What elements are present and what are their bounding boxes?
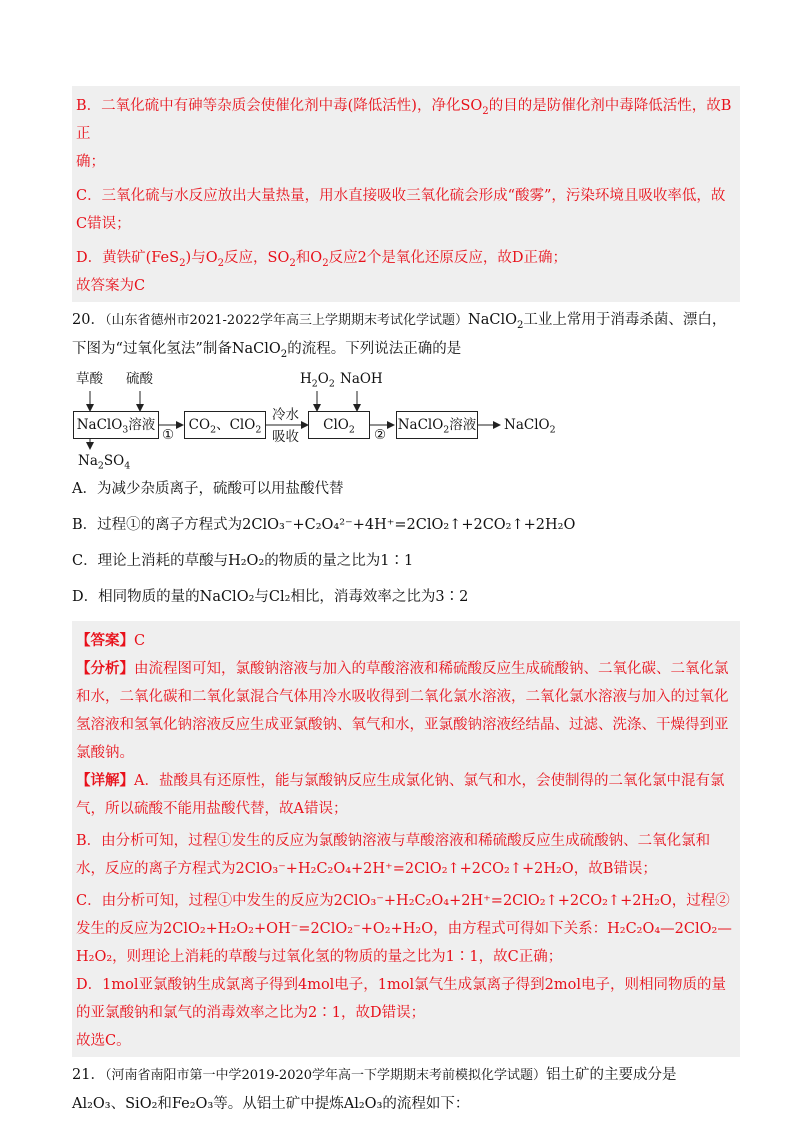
box-naclo2-solution: NaClO$_2$溶液 [396, 411, 478, 439]
byproduct-na2so4: $Na_2SO_4$ [78, 453, 131, 472]
q20-detail-a: 【详解】A．盐酸具有还原性，能与氯酸钠反应生成氯化钠、氯气和水，会使制得的二氧化氯中混有氯气，所以硫酸不能用盐酸代替，故A错误； [76, 772, 725, 817]
input-oxalic-acid: 草酸 [76, 371, 103, 387]
product-naclo2: NaClO$_2$ [504, 417, 556, 436]
q20-option-b: B．过程①的离子方程式为2ClO₃⁻+C₂O₄²⁻+4H⁺=2ClO₂↑+2CO₂↑+2H₂O [72, 517, 576, 533]
step-2-label: ② [374, 427, 387, 443]
document-page [72, 86, 740, 1118]
q20-option-d: D．相同物质的量的NaClO₂与Cl₂相比，消毒效率之比为3∶2 [72, 589, 469, 605]
q21-stem: 21．（河南省南阳市第一中学2019-2020学年高一下学期期末考前模拟化学试题）铝土矿的主要成分是 Al₂O₃、SiO₂和Fe₂O₃等。从铝土矿中提炼Al₂O₃的流程如下： [72, 1067, 677, 1112]
q20-analysis: 【分析】由流程图可知，氯酸钠溶液与加入的草酸溶液和稀硫酸反应生成硫酸钠、二氧化碳、二氧化氯和水，二氧化碳和二氧化氯混合气体用冷水吸收得到二氧化氯水溶液，二氧化氯水溶液与加入的过氧化氢溶液和氢氧化钠溶液反应生成亚氯酸钠、氧气和水，亚氯酸钠溶液经结晶、过滤、洗涤、干燥得到亚氯酸钠。 [76, 660, 729, 761]
q20-answer-block [72, 621, 740, 1057]
q20-detail-d: D．1mol亚氯酸钠生成氯离子得到4mol电子，1mol氯气生成氯离子得到2mol电子，则相同物质的量的亚氯酸钠和氯气的消毒效率之比为2∶1，故D错误； [76, 977, 726, 1021]
step-1-label: ① [162, 427, 175, 443]
q20-detail-c: C．由分析可知，过程①中发生的反应为2ClO₃⁻+H₂C₂O₄+2H⁺=2ClO₂↑+2CO₂↑+2H₂O，过程②发生的反应为2ClO₂+H₂O₂+OH⁻=2ClO₂⁻+O₂+H₂O，由方程式可得如下关系：H₂C₂O₄—2ClO₂—H₂O₂，则理论上消耗的草酸与过氧化氢的物质的量之比为1∶1，故C正确； [76, 893, 732, 965]
prev-conclusion: 故答案为C [76, 278, 146, 294]
process-flow-diagram [72, 369, 740, 472]
prev-option-c: C．三氧化硫与水反应放出大量热量，用水直接吸收三氧化硫会形成“酸雾”，污染环境且吸收率低，故 C错误； [76, 188, 726, 232]
cold-water-label: 冷水 [272, 407, 299, 423]
q20-option-c: C．理论上消耗的草酸与H₂O₂的物质的量之比为1∶1 [72, 553, 414, 569]
q20-conclusion: 故选C。 [76, 1033, 131, 1049]
input-sulfuric-acid: 硫酸 [126, 371, 153, 387]
input-naoh: NaOH [340, 371, 383, 387]
box-naclo3-solution: NaClO$_3$溶液 [73, 411, 159, 439]
q20-answer: 【答案】C [76, 632, 146, 649]
absorb-label: 吸收 [272, 429, 299, 445]
q20-stem: 20．（山东省德州市2021-2022学年高三上学期期末考试化学试题）NaClO$_2$工业上常用于消毒杀菌、漂白， 下图为“过氧化氢法”制备NaClO$_2$的流程。下列说法正确的是 [72, 312, 727, 360]
box-clo2: ClO$_2$ [308, 411, 370, 439]
q20-detail-b: B．由分析可知，过程①发生的反应为氯酸钠溶液与草酸溶液和稀硫酸反应生成硫酸钠、二氧化氯和水，反应的离子方程式为2ClO₃⁻+H₂C₂O₄+2H⁺=2ClO₂↑+2CO₂↑+2H₂O，故B错误； [76, 833, 711, 877]
q20-option-a: A．为减少杂质离子，硫酸可以用盐酸代替 [72, 481, 344, 497]
prev-option-d: D．黄铁矿(FeS$_2$)与$O_2$反应，$SO_2$和$O_2$反应2个是氧化还原反应，故D正确； [76, 250, 568, 269]
box-co2-clo2: $CO_2$、ClO$_2$ [184, 411, 266, 439]
prev-option-b: B．二氧化硫中有砷等杂质会使催化剂中毒(降低活性)，净化$SO_2$的目的是防催化剂中毒降低活性，故B正 确； [76, 98, 732, 170]
input-h2o2: $H_2O_2$ [300, 371, 335, 390]
prev-answer-block [72, 86, 740, 302]
